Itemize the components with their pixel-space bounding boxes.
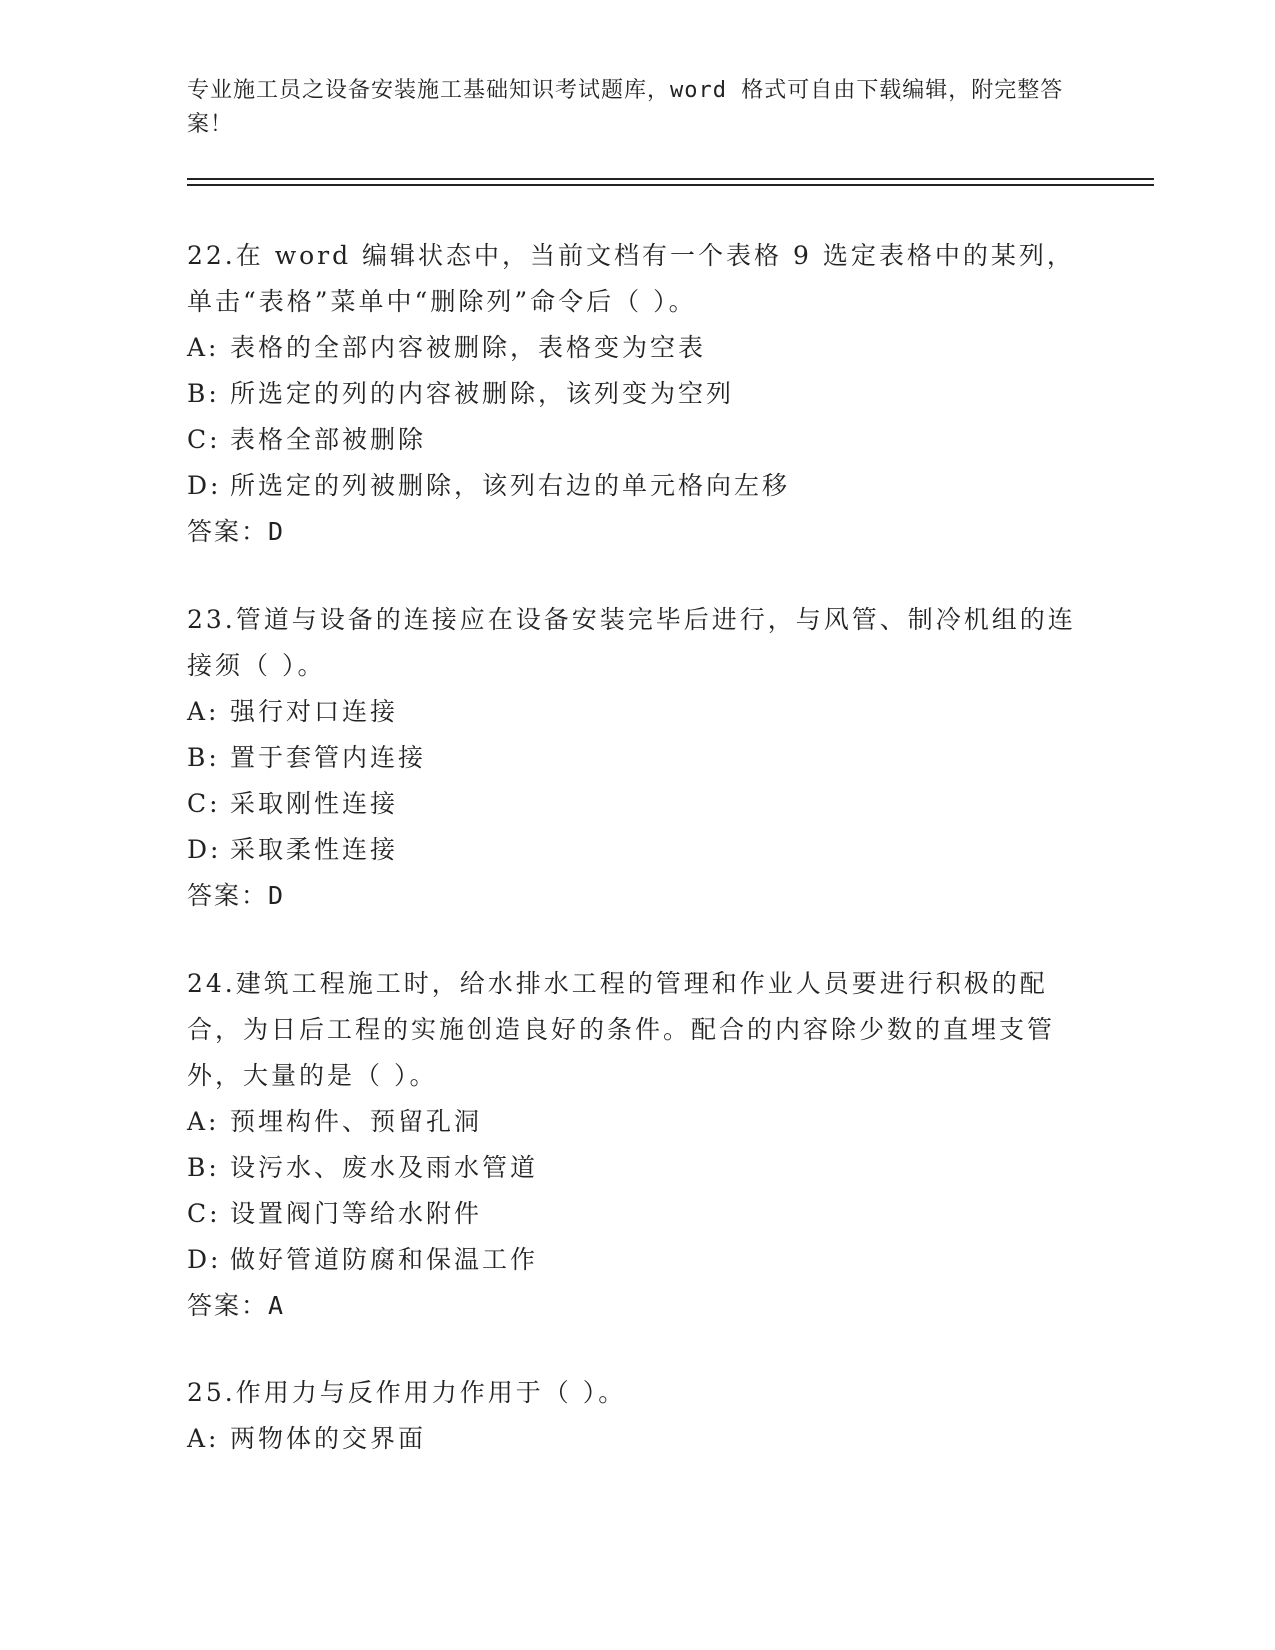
option-letter: B: [187,379,220,408]
option-letter: C: [187,789,221,818]
question-23 [187,597,1077,919]
option-letter: D: [187,471,222,500]
option-letter: B: [187,1153,220,1182]
option-text: 强行对口连接 [230,697,399,726]
option-b [187,371,1077,417]
option-a [187,689,1077,735]
option-b [187,1145,1077,1191]
option-text: 两物体的交界面 [230,1424,427,1453]
option-b [187,735,1077,781]
option-a [187,1416,1077,1462]
option-text: 采取柔性连接 [230,835,399,864]
option-text: 所选定的列被删除，该列右边的单元格向左移 [230,471,791,500]
answer [187,509,1077,555]
question-text: 24.建筑工程施工时，给水排水工程的管理和作业人员要进行积极的配合，为日后工程的实施创造良好的条件。配合的内容除少数的直埋支管外，大量的是（ ）。 [187,969,1056,1090]
answer-label: 答案： [187,517,269,546]
option-text: 做好管道防腐和保温工作 [230,1245,539,1274]
answer-label: 答案： [187,881,269,910]
option-d [187,827,1077,873]
option-letter: D: [187,835,222,864]
option-text: 设污水、废水及雨水管道 [230,1153,539,1182]
question-24 [187,961,1077,1329]
option-letter: A: [187,1107,220,1136]
answer-value: D [268,881,286,910]
answer-value: D [268,517,286,546]
option-letter: C: [187,425,221,454]
question-22 [187,233,1077,555]
answer [187,1283,1077,1329]
answer [187,873,1077,919]
option-letter: A: [187,1424,220,1453]
option-d [187,463,1077,509]
option-letter: B: [187,743,220,772]
question-text: 23.管道与设备的连接应在设备安装完毕后进行，与风管、制冷机组的连接须（ ）。 [187,605,1076,680]
option-letter: C: [187,1199,221,1228]
option-c [187,781,1077,827]
option-text: 预埋构件、预留孔洞 [230,1107,483,1136]
option-letter: A: [187,333,220,362]
header-divider-top [187,178,1154,180]
answer-label: 答案： [187,1291,269,1320]
option-letter: A: [187,697,220,726]
option-a [187,1099,1077,1145]
option-text: 所选定的列的内容被删除，该列变为空列 [230,379,735,408]
option-d [187,1237,1077,1283]
option-text: 表格全部被删除 [230,425,427,454]
header-divider-bottom [187,184,1154,186]
option-text: 采取刚性连接 [230,789,399,818]
option-c [187,1191,1077,1237]
option-letter: D: [187,1245,222,1274]
option-text: 置于套管内连接 [230,743,427,772]
option-c [187,417,1077,463]
option-a [187,325,1077,371]
question-25 [187,1370,1077,1462]
option-text: 设置阀门等给水附件 [230,1199,483,1228]
option-text: 表格的全部内容被删除，表格变为空表 [230,333,707,362]
question-text: 25.作用力与反作用力作用于（ ）。 [187,1378,627,1407]
document-header: 专业施工员之设备安装施工基础知识考试题库，word 格式可自由下载编辑，附完整答案！ [187,78,1064,137]
answer-value: A [268,1291,286,1320]
question-text: 22.在 word 编辑状态中，当前文档有一个表格 9 选定表格中的某列，单击“表格”菜单中“删除列”命令后（ ）。 [187,241,1075,316]
